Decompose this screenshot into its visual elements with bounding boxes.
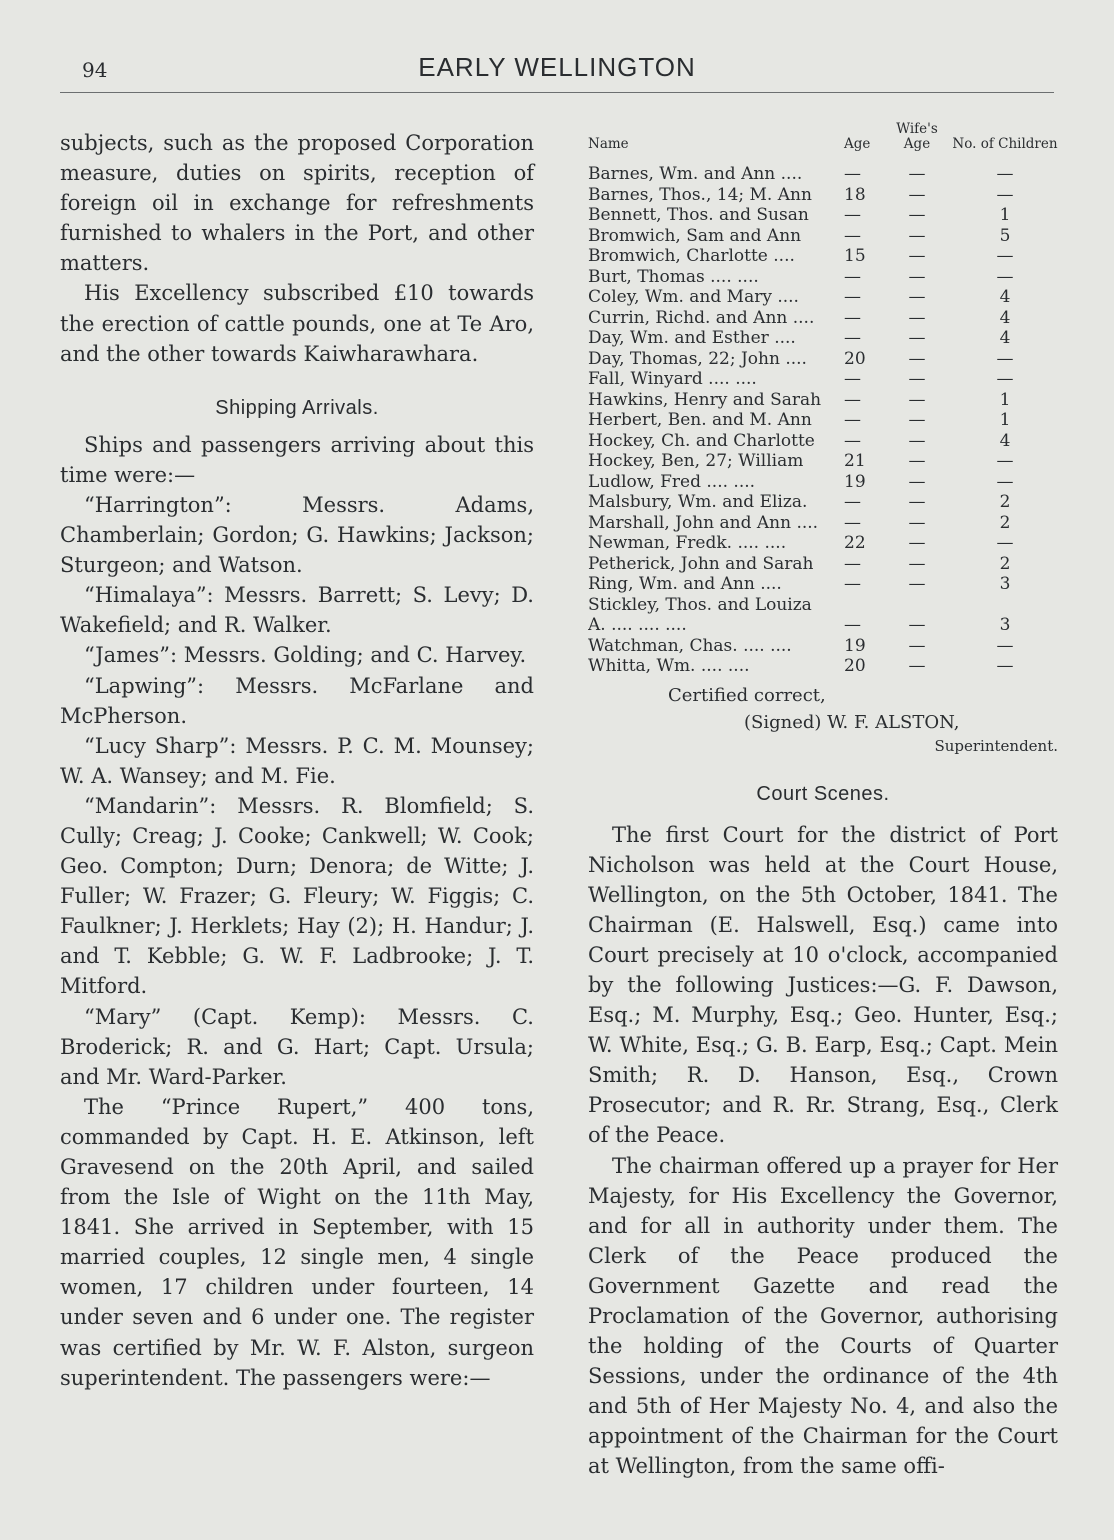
ship-entry: “Mary” (Capt. Kemp): Messrs. C. Broderick; R. and G. Hart; Capt. Ursula; and Mr. Ward-Parker. (60, 1004, 534, 1089)
cell-age: — (844, 307, 861, 328)
cell-children: 4 (999, 328, 1011, 348)
cell-wife-age: — (908, 287, 926, 307)
table-row (588, 554, 1058, 575)
cell-children: 3 (999, 615, 1011, 635)
cell-wife-age: — (908, 492, 926, 512)
cell-wife-age: — (908, 471, 926, 492)
cell-name: Currin, Richd. and Ann .... (588, 307, 815, 328)
cell-children: 2 (999, 512, 1011, 533)
cell-wife-age: — (908, 246, 926, 266)
cell-name: A. .... .... .... (588, 615, 687, 635)
paragraph: subjects, such as the proposed Corporation measure, duties on spirits, reception of foreign oil in exchange for refreshments furnished to whalers in the Port, and other matters. (60, 131, 534, 276)
cell-age: — (844, 287, 861, 307)
cell-age: — (844, 328, 861, 348)
left-column (60, 128, 534, 1393)
table-row (588, 533, 1058, 554)
cell-name: Bennett, Thos. and Susan (588, 205, 809, 225)
cell-wife-age: — (908, 266, 926, 287)
cell-age: — (844, 574, 861, 594)
cell-age: — (844, 615, 861, 635)
cell-name: Watchman, Chas. .... .... (588, 635, 792, 656)
cell-wife-age: — (908, 369, 926, 389)
cell-age: — (844, 164, 861, 184)
header-wife-age: Wife's Age (896, 121, 938, 152)
cell-name: Whitta, Wm. .... .... (588, 656, 750, 676)
ship-entry: “Lapwing”: Messrs. McFarlane and McPherson. (60, 673, 534, 728)
cell-wife-age: — (908, 205, 926, 225)
cell-name: Newman, Fredk. .... .... (588, 533, 787, 553)
cell-age: — (844, 553, 861, 574)
table-row (588, 308, 1058, 329)
cell-children: — (996, 533, 1014, 553)
cell-name: Hockey, Ch. and Charlotte (588, 430, 815, 451)
header-age: Age (844, 136, 871, 152)
paragraph: The chairman offered up a prayer for Her Majesty, for His Excellency the Governor, and for all in authority under them. The Clerk of the Peace produced the Government Gazette and read the Proclamation of the Governor, authorising the holding of the Courts of Quarter Sessions, under the ordinance of the 4th and 5th of Her Majesty No. 4, and also the appointment of the Chairman for the Court at Wellington, from the same offi- (588, 1153, 1058, 1479)
cell-age: — (844, 266, 861, 287)
table-row (588, 472, 1058, 493)
certification-line: Certified correct, (668, 684, 826, 706)
cell-wife-age: — (908, 635, 926, 656)
cell-name: Bromwich, Sam and Ann (588, 225, 802, 246)
cell-name: Stickley, Thos. and Louiza (588, 594, 812, 615)
cell-name: Hawkins, Henry and Sarah (588, 389, 822, 410)
passenger-table (588, 122, 1058, 677)
cell-wife-age: — (908, 615, 926, 635)
cell-name: Hockey, Ben, 27; William (588, 451, 804, 471)
right-column (588, 122, 1058, 1482)
page-number: 94 (82, 58, 108, 82)
cell-children: — (996, 246, 1014, 266)
paragraph: The first Court for the district of Port Nicholson was held at the Court House, Wellington, on the 5th October, 1841. The Chairman (E. Halswell, Esq.) came into Court precisely at 10 o'clock, accompanied by the following Justices:—G. F. Dawson, Esq.; M. Murphy, Esq.; Geo. Hunter, Esq.; W. White, Esq.; G. B. Earp, Esq.; Capt. Mein Smith; R. D. Hanson, Esq., Crown Prosecutor; and R. Rr. Strang, Esq., Clerk of the Peace. (588, 822, 1058, 1148)
cell-age: 22 (844, 533, 866, 553)
table-row (588, 369, 1058, 390)
table-row (588, 451, 1058, 472)
cell-name: Herbert, Ben. and M. Ann (588, 410, 812, 430)
cell-wife-age: — (908, 656, 926, 676)
cell-wife-age: — (908, 225, 926, 246)
cell-name: Barnes, Wm. and Ann .... (588, 164, 803, 184)
section-heading-court: Court Scenes. (756, 782, 890, 805)
ship-entry: “Mandarin”: Messrs. R. Blomfield; S. Cully; Creag; J. Cooke; Cankwell; W. Cook; Geo. Compton; Durn; Denora; de Witte; J. Fuller; W. Frazer; G. Fleury; W. Figgis; C. Faulkner; J. Herklets; Hay (2); H. Handur; J. and T. Kebble; G. W. F. Ladbrooke; J. T. Mitford. (60, 793, 534, 999)
cell-children: 2 (999, 492, 1011, 512)
cell-children: — (996, 348, 1014, 369)
cell-wife-age: — (908, 307, 926, 328)
table-row (588, 574, 1058, 595)
table-row (588, 205, 1058, 226)
table-row (588, 287, 1058, 308)
cell-children: — (996, 451, 1014, 471)
cell-children: 1 (999, 205, 1011, 225)
cell-name: Bromwich, Charlotte .... (588, 246, 795, 266)
cell-name: Day, Thomas, 22; John .... (588, 348, 807, 369)
ship-entry: “Lucy Sharp”: Messrs. P. C. M. Mounsey; W. A. Wansey; and M. Fie. (60, 733, 534, 788)
cell-wife-age: — (908, 389, 926, 410)
cell-wife-age (882, 595, 952, 616)
table-row (588, 164, 1058, 185)
cell-age: — (844, 492, 861, 512)
ship-entry: “Himalaya”: Messrs. Barrett; S. Levy; D. Wakefield; and R. Walker. (60, 583, 534, 638)
table-row (588, 492, 1058, 513)
cell-children: — (996, 164, 1014, 184)
cell-children: 1 (999, 389, 1011, 410)
header-children: No. of Children (952, 136, 1058, 152)
paragraph: Ships and passengers arriving about this time were:— (60, 432, 534, 487)
table-row (588, 226, 1058, 247)
table-row (588, 349, 1058, 370)
cell-age: 15 (844, 246, 866, 266)
cell-wife-age: — (908, 410, 926, 430)
table-row (588, 328, 1058, 349)
cell-name: Fall, Winyard .... .... (588, 369, 757, 389)
table-row (588, 267, 1058, 288)
table-header-row (588, 122, 1058, 164)
table-row (588, 656, 1058, 677)
cell-name: Malsbury, Wm. and Eliza. (588, 492, 808, 512)
header-name: Name (588, 136, 629, 152)
cell-children: 2 (999, 553, 1011, 574)
cell-children: — (996, 369, 1014, 389)
cell-age: 19 (844, 471, 866, 492)
cell-children: — (996, 635, 1014, 656)
table-row (588, 615, 1058, 636)
ship-entry: “James”: Messrs. Golding; and C. Harvey. (84, 643, 527, 668)
table-row (588, 513, 1058, 534)
cell-name: Barnes, Thos., 14; M. Ann (588, 184, 812, 205)
table-row (588, 410, 1058, 431)
signer-title: Superintendent. (934, 736, 1058, 755)
cell-age: 19 (844, 635, 866, 656)
table-row (588, 390, 1058, 411)
cell-wife-age: — (908, 451, 926, 471)
cell-wife-age: — (908, 164, 926, 184)
cell-age: 18 (844, 184, 866, 205)
cell-children: — (996, 656, 1014, 676)
cell-children: 4 (999, 430, 1011, 451)
cell-age: 20 (844, 656, 866, 676)
cell-age: — (844, 389, 861, 410)
cell-wife-age: — (908, 348, 926, 369)
cell-children: — (996, 471, 1014, 492)
cell-children: — (996, 266, 1014, 287)
ship-entry: “Harrington”: Messrs. Adams, Chamberlain; Gordon; G. Hawkins; Jackson; Sturgeon; and Watson. (60, 492, 534, 578)
cell-name: Petherick, John and Sarah (588, 553, 814, 574)
table-row (588, 431, 1058, 452)
section-heading-shipping: Shipping Arrivals. (215, 396, 379, 419)
cell-wife-age: — (908, 430, 926, 451)
cell-name: Day, Wm. and Esther .... (588, 328, 796, 348)
cell-age: — (844, 369, 861, 389)
cell-wife-age: — (908, 533, 926, 553)
cell-wife-age: — (908, 512, 926, 533)
cell-children (952, 595, 1058, 616)
cell-name: Ring, Wm. and Ann .... (588, 574, 782, 594)
cell-name: Ludlow, Fred .... .... (588, 471, 756, 492)
cell-age: — (844, 205, 861, 225)
cell-children: 1 (999, 410, 1011, 430)
cell-age: — (844, 410, 861, 430)
cell-age: — (844, 225, 861, 246)
cell-children: 3 (999, 574, 1011, 594)
cell-age: 20 (844, 348, 866, 369)
paragraph: His Excellency subscribed £10 towards the erection of cattle pounds, one at Te Aro, and the other towards Kaiwharawhara. (60, 281, 534, 366)
cell-children: 4 (999, 287, 1011, 307)
cell-wife-age: — (908, 184, 926, 205)
cell-age: 21 (844, 451, 866, 471)
table-row (588, 595, 1058, 616)
table-row (588, 185, 1058, 206)
cell-age: — (844, 512, 861, 533)
cell-age (844, 595, 882, 616)
page-header (60, 52, 1054, 93)
cell-wife-age: — (908, 574, 926, 594)
cell-age: — (844, 430, 861, 451)
cell-children: 4 (999, 307, 1011, 328)
cell-name: Burt, Thomas .... .... (588, 266, 759, 287)
running-title: EARLY WELLINGTON (418, 52, 696, 82)
cell-children: — (996, 184, 1014, 205)
cell-children: 5 (999, 225, 1011, 246)
paragraph: The “Prince Rupert,” 400 tons, commanded by Capt. H. E. Atkinson, left Gravesend on the 20th April, and sailed from the Isle of Wight on the 11th May, 1841. She arrived in September, with 15 married couples, 12 single men, 4 single women, 17 children under fourteen, 14 under seven and 6 under one. The register was certified by Mr. W. F. Alston, surgeon superintendent. The passengers were:— (60, 1094, 534, 1390)
cell-wife-age: — (908, 553, 926, 574)
signature-line: (Signed) W. F. ALSTON, (744, 711, 960, 733)
cell-name: Coley, Wm. and Mary .... (588, 287, 799, 307)
cell-wife-age: — (908, 328, 926, 348)
table-row (588, 246, 1058, 267)
table-row (588, 636, 1058, 657)
cell-name: Marshall, John and Ann .... (588, 512, 819, 533)
